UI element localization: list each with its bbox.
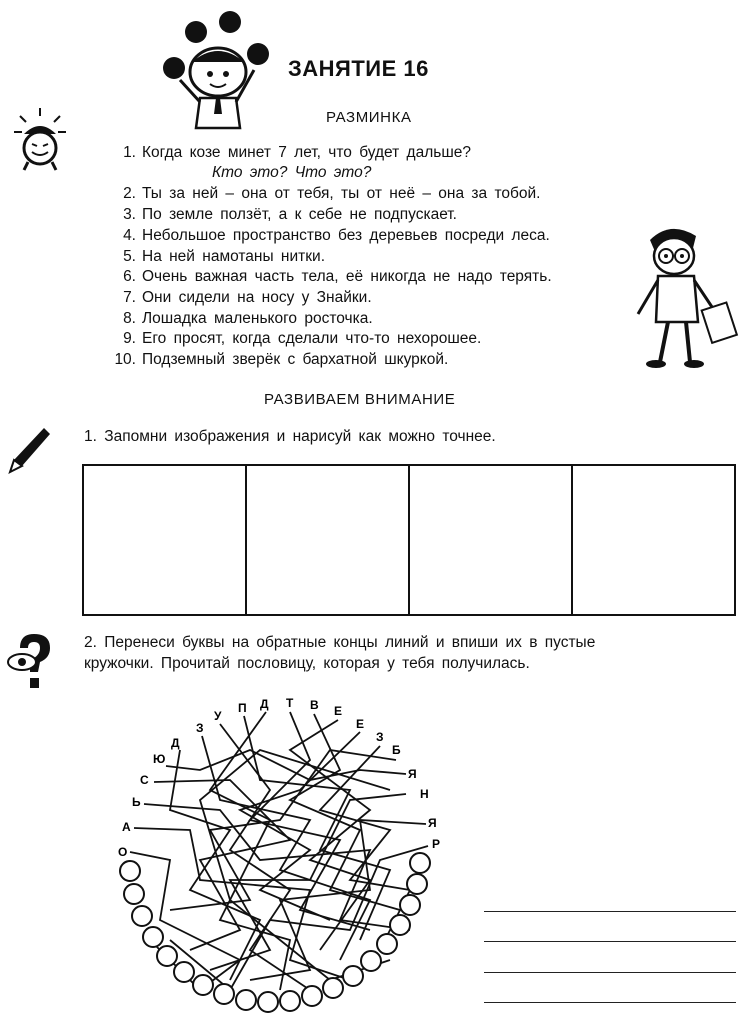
boy-with-book-illustration <box>630 222 740 372</box>
drawing-cell[interactable] <box>410 466 573 614</box>
sub-question: Кто это? Что это? <box>212 164 372 181</box>
answer-circle <box>193 975 213 995</box>
answer-line[interactable] <box>484 1002 736 1003</box>
list-item: 10. Подземный зверёк с бархатной шкуркой. <box>114 351 449 368</box>
list-item: 3. По земле ползёт, а к себе не подпускает. <box>123 206 457 223</box>
puzzle-letter: Я <box>408 767 417 781</box>
alarm-clock-icon <box>12 106 68 172</box>
puzzle-letter: У <box>214 709 222 723</box>
tangled-lines-puzzle <box>110 690 450 1020</box>
answer-circle <box>258 992 278 1012</box>
question-eye-icon <box>6 632 56 692</box>
list-item: 6. Очень важная часть тела, её никогда не надо терять. <box>123 268 552 285</box>
answer-line[interactable] <box>484 941 736 942</box>
puzzle-letter: А <box>122 820 131 834</box>
answer-circle <box>157 946 177 966</box>
answer-circle <box>377 934 397 954</box>
task-1-text: 1. Запомни изображения и нарисуй как можно точнее. <box>84 428 496 445</box>
drawing-cell[interactable] <box>247 466 410 614</box>
puzzle-letter: Н <box>420 787 429 801</box>
lesson-title: ЗАНЯТИЕ 16 <box>288 56 429 81</box>
puzzle-letter: В <box>310 698 319 712</box>
answer-circle <box>302 986 322 1006</box>
puzzle-letter: Ю <box>153 752 166 766</box>
attention-heading: РАЗВИВАЕМ ВНИМАНИЕ <box>264 391 456 408</box>
juggler-boy-illustration <box>158 10 278 135</box>
warmup-heading: РАЗМИНКА <box>326 109 412 126</box>
answer-circle <box>143 927 163 947</box>
puzzle-letter: Р <box>432 837 441 851</box>
list-item: 4. Небольшое пространство без деревьев посреди леса. <box>123 227 550 244</box>
puzzle-letter: Е <box>356 717 365 731</box>
list-item: 7. Они сидели на носу у Знайки. <box>123 289 372 306</box>
drawing-cell[interactable] <box>84 466 247 614</box>
puzzle-letter: Т <box>286 696 294 710</box>
drawing-cell[interactable] <box>573 466 734 614</box>
answer-line[interactable] <box>484 911 736 912</box>
list-item: 1. Когда козе минет 7 лет, что будет дальше? <box>123 144 472 161</box>
answer-circle <box>390 915 410 935</box>
pencil-icon <box>6 424 52 476</box>
answer-circle <box>361 951 381 971</box>
answer-line[interactable] <box>484 972 736 973</box>
answer-circle <box>410 853 430 873</box>
puzzle-letter: П <box>238 701 247 715</box>
drawing-grid <box>82 464 736 616</box>
puzzle-letter: Д <box>171 736 180 750</box>
answer-circle <box>343 966 363 986</box>
puzzle-letter: Я <box>428 816 437 830</box>
puzzle-letter: Б <box>392 743 401 757</box>
puzzle-letter: Д <box>260 697 269 711</box>
list-item: 2. Ты за ней – она от тебя, ты от неё – она за тобой. <box>123 185 541 202</box>
puzzle-letter: С <box>140 773 149 787</box>
puzzle-letter: Ь <box>132 795 141 809</box>
puzzle-letter: З <box>376 730 384 744</box>
list-item: 5. На ней намотаны нитки. <box>123 248 325 265</box>
answer-circle <box>236 990 256 1010</box>
puzzle-letter: З <box>196 721 204 735</box>
puzzle-letter: О <box>118 845 128 859</box>
answer-circle <box>214 984 234 1004</box>
task-2-line-1: 2. Перенеси буквы на обратные концы линий и впиши их в пустые <box>84 634 596 651</box>
answer-circle <box>120 861 140 881</box>
task-2-line-2: кружочки. Прочитай пословицу, которая у тебя получилась. <box>84 655 530 672</box>
list-item: 8. Лошадка маленького росточка. <box>123 310 373 327</box>
answer-circle <box>124 884 144 904</box>
answer-circle <box>280 991 300 1011</box>
puzzle-letter: Е <box>334 704 343 718</box>
answer-circle <box>323 978 343 998</box>
task-2-text <box>84 632 595 674</box>
list-item: 9. Его просят, когда сделали что-то нехорошее. <box>123 330 482 347</box>
answer-circle <box>407 874 427 894</box>
answer-circle <box>174 962 194 982</box>
answer-circle <box>132 906 152 926</box>
answer-circle <box>400 895 420 915</box>
